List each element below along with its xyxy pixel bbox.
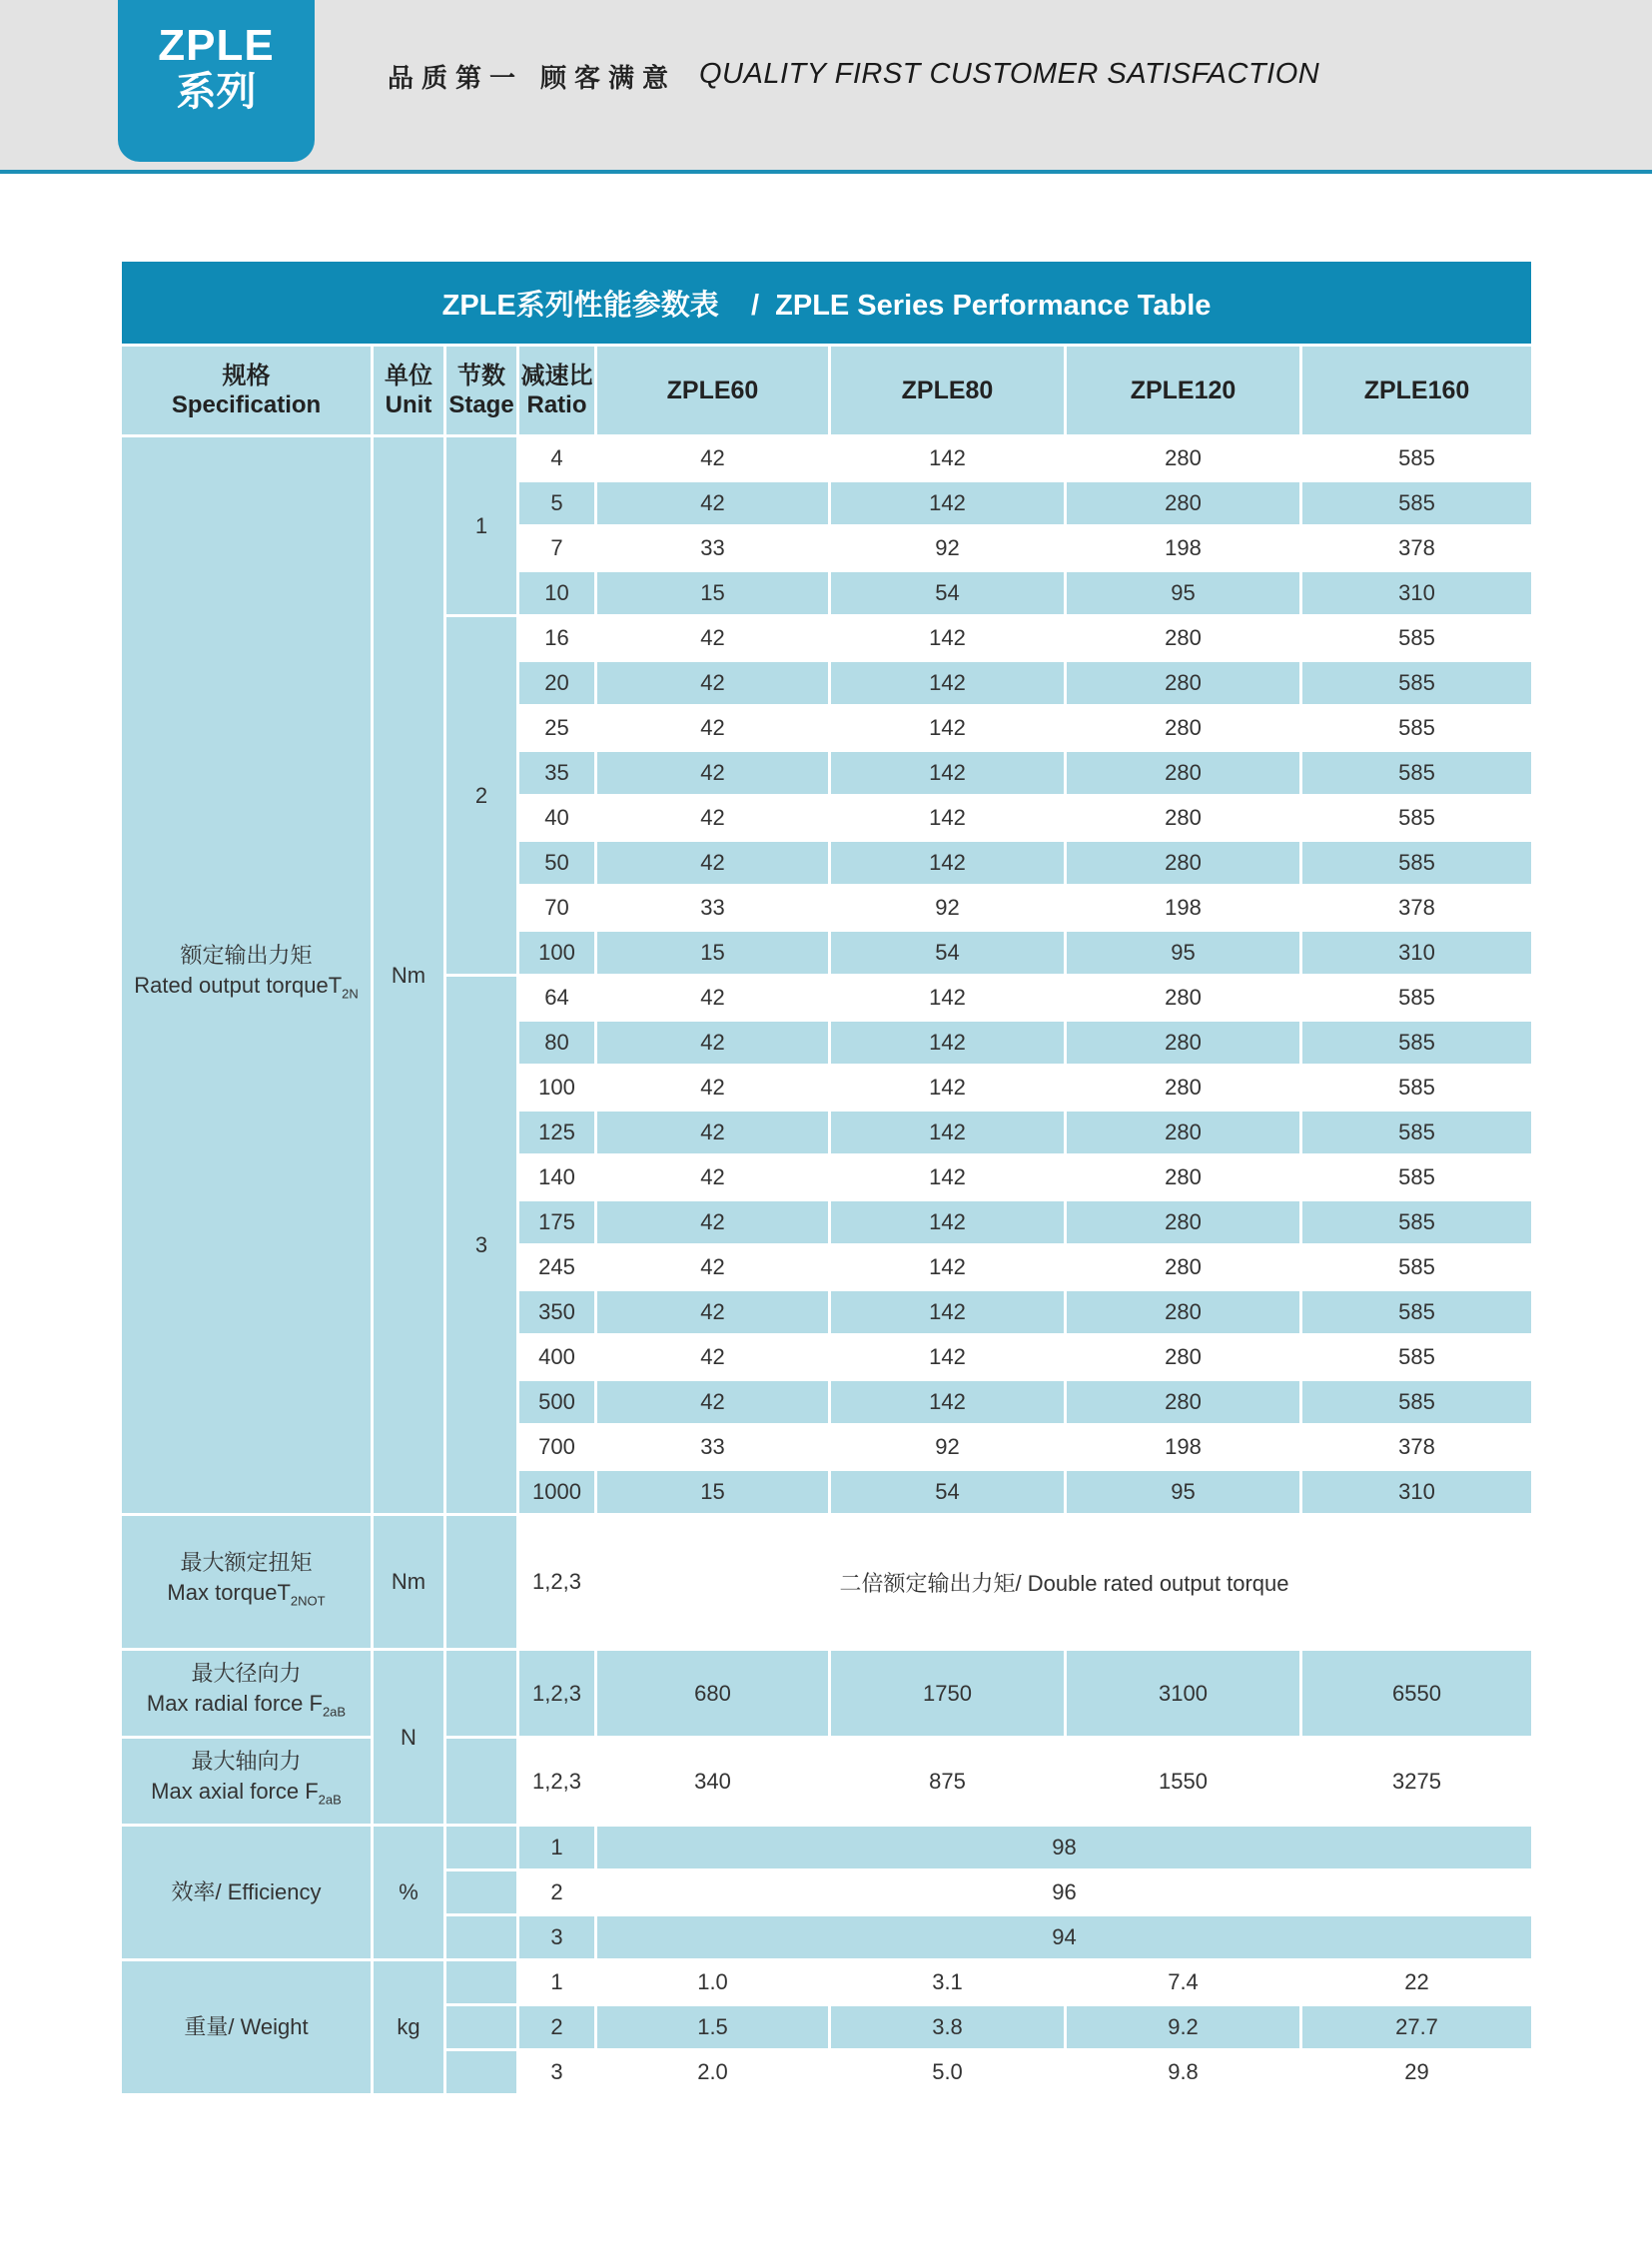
stage-cell xyxy=(445,1826,518,1870)
value-cell: 15 xyxy=(596,571,830,616)
ratio-cell: 4 xyxy=(518,436,596,481)
ratio-cell: 500 xyxy=(518,1380,596,1425)
value-cell: 54 xyxy=(830,571,1066,616)
value-cell: 142 xyxy=(830,841,1066,886)
value-cell: 142 xyxy=(830,1111,1066,1155)
ratio-cell: 700 xyxy=(518,1425,596,1470)
value-cell: 280 xyxy=(1066,436,1301,481)
value-cell: 680 xyxy=(596,1650,830,1738)
stage-cell xyxy=(445,1738,518,1826)
value-cell: 95 xyxy=(1066,931,1301,976)
ratio-cell: 400 xyxy=(518,1335,596,1380)
efficiency-value: 98 xyxy=(596,1826,1533,1870)
ratio-cell: 16 xyxy=(518,616,596,661)
value-cell: 33 xyxy=(596,526,830,571)
value-cell: 42 xyxy=(596,1245,830,1290)
value-cell: 280 xyxy=(1066,481,1301,526)
value-cell: 280 xyxy=(1066,796,1301,841)
value-cell: 142 xyxy=(830,1066,1066,1111)
performance-table xyxy=(119,259,1534,2096)
force-unit: N xyxy=(373,1650,445,1826)
value-cell: 42 xyxy=(596,1111,830,1155)
value-cell: 280 xyxy=(1066,661,1301,706)
value-cell: 585 xyxy=(1301,1021,1533,1066)
value-cell: 42 xyxy=(596,841,830,886)
ratio-cell: 1000 xyxy=(518,1470,596,1515)
col-header-spec: 规格 Specification xyxy=(121,346,373,436)
stage-cell xyxy=(445,2005,518,2050)
ratio-cell: 2 xyxy=(518,1870,596,1915)
value-cell: 585 xyxy=(1301,706,1533,751)
value-cell: 142 xyxy=(830,1021,1066,1066)
value-cell: 585 xyxy=(1301,1335,1533,1380)
ratio-cell: 350 xyxy=(518,1290,596,1335)
value-cell: 585 xyxy=(1301,1155,1533,1200)
value-cell: 142 xyxy=(830,976,1066,1021)
value-cell: 15 xyxy=(596,1470,830,1515)
value-cell: 42 xyxy=(596,436,830,481)
col-header-model: ZPLE60 xyxy=(596,346,830,436)
value-cell: 54 xyxy=(830,1470,1066,1515)
ratio-cell: 20 xyxy=(518,661,596,706)
value-cell: 54 xyxy=(830,931,1066,976)
value-cell: 95 xyxy=(1066,571,1301,616)
value-cell: 310 xyxy=(1301,1470,1533,1515)
stage-cell: 3 xyxy=(445,976,518,1515)
value-cell: 585 xyxy=(1301,1245,1533,1290)
value-cell: 310 xyxy=(1301,571,1533,616)
value-cell: 6550 xyxy=(1301,1650,1533,1738)
label-cn: 最大额定扭矩 xyxy=(180,1549,313,1575)
value-cell: 585 xyxy=(1301,1111,1533,1155)
slogan-english: QUALITY FIRST CUSTOMER SATISFACTION xyxy=(699,58,1320,90)
value-cell: 142 xyxy=(830,1200,1066,1245)
value-cell: 42 xyxy=(596,661,830,706)
stage-cell xyxy=(445,1960,518,2005)
value-cell: 142 xyxy=(830,796,1066,841)
ratio-cell: 7 xyxy=(518,526,596,571)
value-cell: 585 xyxy=(1301,481,1533,526)
value-cell: 3100 xyxy=(1066,1650,1301,1738)
stage-cell: 1 xyxy=(445,436,518,616)
stage-cell: 2 xyxy=(445,616,518,976)
value-cell: 42 xyxy=(596,1290,830,1335)
ratio-cell: 80 xyxy=(518,1021,596,1066)
value-cell: 3275 xyxy=(1301,1738,1533,1826)
value-cell: 378 xyxy=(1301,1425,1533,1470)
axial-force-label xyxy=(121,1738,373,1826)
rated-torque-label xyxy=(121,436,373,1515)
value-cell: 585 xyxy=(1301,661,1533,706)
col-header-model: ZPLE80 xyxy=(830,346,1066,436)
value-cell: 378 xyxy=(1301,886,1533,931)
value-cell: 280 xyxy=(1066,1380,1301,1425)
value-cell: 27.7 xyxy=(1301,2005,1533,2050)
value-cell: 585 xyxy=(1301,751,1533,796)
logo-subtitle: 系列 xyxy=(176,70,257,114)
value-cell: 142 xyxy=(830,1245,1066,1290)
table-row xyxy=(121,436,1533,481)
ratio-cell: 40 xyxy=(518,796,596,841)
value-cell: 280 xyxy=(1066,976,1301,1021)
value-cell: 280 xyxy=(1066,751,1301,796)
value-cell: 42 xyxy=(596,751,830,796)
value-cell: 92 xyxy=(830,1425,1066,1470)
stage-cell xyxy=(445,1915,518,1960)
ratio-cell: 35 xyxy=(518,751,596,796)
stage-cell xyxy=(445,1870,518,1915)
value-cell: 1750 xyxy=(830,1650,1066,1738)
header-band xyxy=(0,0,1652,174)
label-subscript: 2N xyxy=(342,986,359,1002)
value-cell: 142 xyxy=(830,1380,1066,1425)
stage-cell xyxy=(445,1650,518,1738)
col-header-ratio: 减速比 Ratio xyxy=(518,346,596,436)
col-header-unit: 单位 Unit xyxy=(373,346,445,436)
value-cell: 378 xyxy=(1301,526,1533,571)
ratio-cell: 1,2,3 xyxy=(518,1738,596,1826)
ratio-cell: 50 xyxy=(518,841,596,886)
value-cell: 280 xyxy=(1066,1335,1301,1380)
max-torque-label xyxy=(121,1515,373,1650)
table-row xyxy=(121,1738,1533,1826)
label-en: Max radial force F xyxy=(146,1691,323,1717)
ratio-cell: 1,2,3 xyxy=(518,1515,596,1650)
efficiency-value: 96 xyxy=(596,1870,1533,1915)
ratio-cell: 100 xyxy=(518,1066,596,1111)
label-subscript: 2aB xyxy=(318,1792,342,1808)
max-torque-unit: Nm xyxy=(373,1515,445,1650)
ratio-cell: 1 xyxy=(518,1960,596,2005)
value-cell: 142 xyxy=(830,1155,1066,1200)
value-cell: 875 xyxy=(830,1738,1066,1826)
value-cell: 585 xyxy=(1301,616,1533,661)
value-cell: 92 xyxy=(830,526,1066,571)
efficiency-unit: % xyxy=(373,1826,445,1960)
value-cell: 142 xyxy=(830,661,1066,706)
value-cell: 585 xyxy=(1301,1290,1533,1335)
value-cell: 15 xyxy=(596,931,830,976)
radial-force-label xyxy=(121,1650,373,1738)
value-cell: 585 xyxy=(1301,1380,1533,1425)
ratio-cell: 3 xyxy=(518,1915,596,1960)
value-cell: 198 xyxy=(1066,886,1301,931)
value-cell: 340 xyxy=(596,1738,830,1826)
value-cell: 42 xyxy=(596,1380,830,1425)
label-cn: 最大轴向力 xyxy=(191,1749,302,1775)
value-cell: 92 xyxy=(830,886,1066,931)
label-en: Rated output torqueT xyxy=(134,973,343,999)
value-cell: 7.4 xyxy=(1066,1960,1301,2005)
value-cell: 3.1 xyxy=(830,1960,1066,2005)
value-cell: 9.2 xyxy=(1066,2005,1301,2050)
ratio-cell: 10 xyxy=(518,571,596,616)
table-row xyxy=(121,1960,1533,2005)
ratio-cell: 3 xyxy=(518,2050,596,2095)
efficiency-label: 效率/ Efficiency xyxy=(121,1826,373,1960)
col-header-model: ZPLE160 xyxy=(1301,346,1533,436)
value-cell: 1.5 xyxy=(596,2005,830,2050)
value-cell: 280 xyxy=(1066,616,1301,661)
col-header-stage: 节数 Stage xyxy=(445,346,518,436)
ratio-cell: 175 xyxy=(518,1200,596,1245)
weight-label: 重量/ Weight xyxy=(121,1960,373,2095)
value-cell: 42 xyxy=(596,616,830,661)
value-cell: 280 xyxy=(1066,1021,1301,1066)
value-cell: 142 xyxy=(830,1335,1066,1380)
value-cell: 33 xyxy=(596,886,830,931)
value-cell: 280 xyxy=(1066,1111,1301,1155)
value-cell: 1550 xyxy=(1066,1738,1301,1826)
col-header-model: ZPLE120 xyxy=(1066,346,1301,436)
value-cell: 42 xyxy=(596,1066,830,1111)
value-cell: 198 xyxy=(1066,526,1301,571)
series-logo-tab xyxy=(118,0,315,162)
table-row xyxy=(121,1826,1533,1870)
ratio-cell: 5 xyxy=(518,481,596,526)
value-cell: 585 xyxy=(1301,796,1533,841)
value-cell: 95 xyxy=(1066,1470,1301,1515)
stage-cell xyxy=(445,1515,518,1650)
value-cell: 280 xyxy=(1066,841,1301,886)
value-cell: 280 xyxy=(1066,706,1301,751)
value-cell: 142 xyxy=(830,616,1066,661)
value-cell: 22 xyxy=(1301,1960,1533,2005)
ratio-cell: 1,2,3 xyxy=(518,1650,596,1738)
value-cell: 42 xyxy=(596,1200,830,1245)
weight-unit: kg xyxy=(373,1960,445,2095)
value-cell: 585 xyxy=(1301,1066,1533,1111)
value-cell: 42 xyxy=(596,481,830,526)
label-cn: 最大径向力 xyxy=(191,1661,302,1687)
value-cell: 42 xyxy=(596,1335,830,1380)
value-cell: 142 xyxy=(830,706,1066,751)
value-cell: 280 xyxy=(1066,1155,1301,1200)
value-cell: 585 xyxy=(1301,841,1533,886)
label-en: Max axial force F xyxy=(151,1779,319,1805)
value-cell: 142 xyxy=(830,751,1066,796)
logo-title: ZPLE xyxy=(158,21,275,70)
ratio-cell: 245 xyxy=(518,1245,596,1290)
value-cell: 280 xyxy=(1066,1066,1301,1111)
value-cell: 33 xyxy=(596,1425,830,1470)
rated-torque-unit: Nm xyxy=(373,436,445,1515)
value-cell: 142 xyxy=(830,481,1066,526)
ratio-cell: 140 xyxy=(518,1155,596,1200)
value-cell: 5.0 xyxy=(830,2050,1066,2095)
ratio-cell: 2 xyxy=(518,2005,596,2050)
value-cell: 142 xyxy=(830,1290,1066,1335)
table-row xyxy=(121,1515,1533,1650)
value-cell: 2.0 xyxy=(596,2050,830,2095)
value-cell: 3.8 xyxy=(830,2005,1066,2050)
label-cn: 额定输出力矩 xyxy=(180,943,313,969)
value-cell: 42 xyxy=(596,706,830,751)
value-cell: 585 xyxy=(1301,976,1533,1021)
ratio-cell: 25 xyxy=(518,706,596,751)
value-cell: 280 xyxy=(1066,1200,1301,1245)
ratio-cell: 100 xyxy=(518,931,596,976)
label-subscript: 2NOT xyxy=(290,1593,326,1609)
value-cell: 585 xyxy=(1301,436,1533,481)
value-cell: 310 xyxy=(1301,931,1533,976)
table-title: ZPLE系列性能参数表 / ZPLE Series Performance Table xyxy=(121,261,1533,346)
value-cell: 280 xyxy=(1066,1290,1301,1335)
label-en: Max torqueT xyxy=(167,1579,291,1605)
value-cell: 42 xyxy=(596,1021,830,1066)
stage-cell xyxy=(445,2050,518,2095)
ratio-cell: 125 xyxy=(518,1111,596,1155)
value-cell: 585 xyxy=(1301,1200,1533,1245)
max-torque-value: 二倍额定输出力矩/ Double rated output torque xyxy=(596,1515,1533,1650)
table-row xyxy=(121,1650,1533,1738)
value-cell: 9.8 xyxy=(1066,2050,1301,2095)
value-cell: 1.0 xyxy=(596,1960,830,2005)
ratio-cell: 64 xyxy=(518,976,596,1021)
value-cell: 42 xyxy=(596,976,830,1021)
value-cell: 42 xyxy=(596,796,830,841)
slogan-chinese: 品质第一 顾客满意 xyxy=(388,64,677,94)
value-cell: 42 xyxy=(596,1155,830,1200)
label-subscript: 2aB xyxy=(322,1704,347,1720)
ratio-cell: 70 xyxy=(518,886,596,931)
ratio-cell: 1 xyxy=(518,1826,596,1870)
efficiency-value: 94 xyxy=(596,1915,1533,1960)
value-cell: 142 xyxy=(830,436,1066,481)
value-cell: 198 xyxy=(1066,1425,1301,1470)
value-cell: 29 xyxy=(1301,2050,1533,2095)
value-cell: 280 xyxy=(1066,1245,1301,1290)
